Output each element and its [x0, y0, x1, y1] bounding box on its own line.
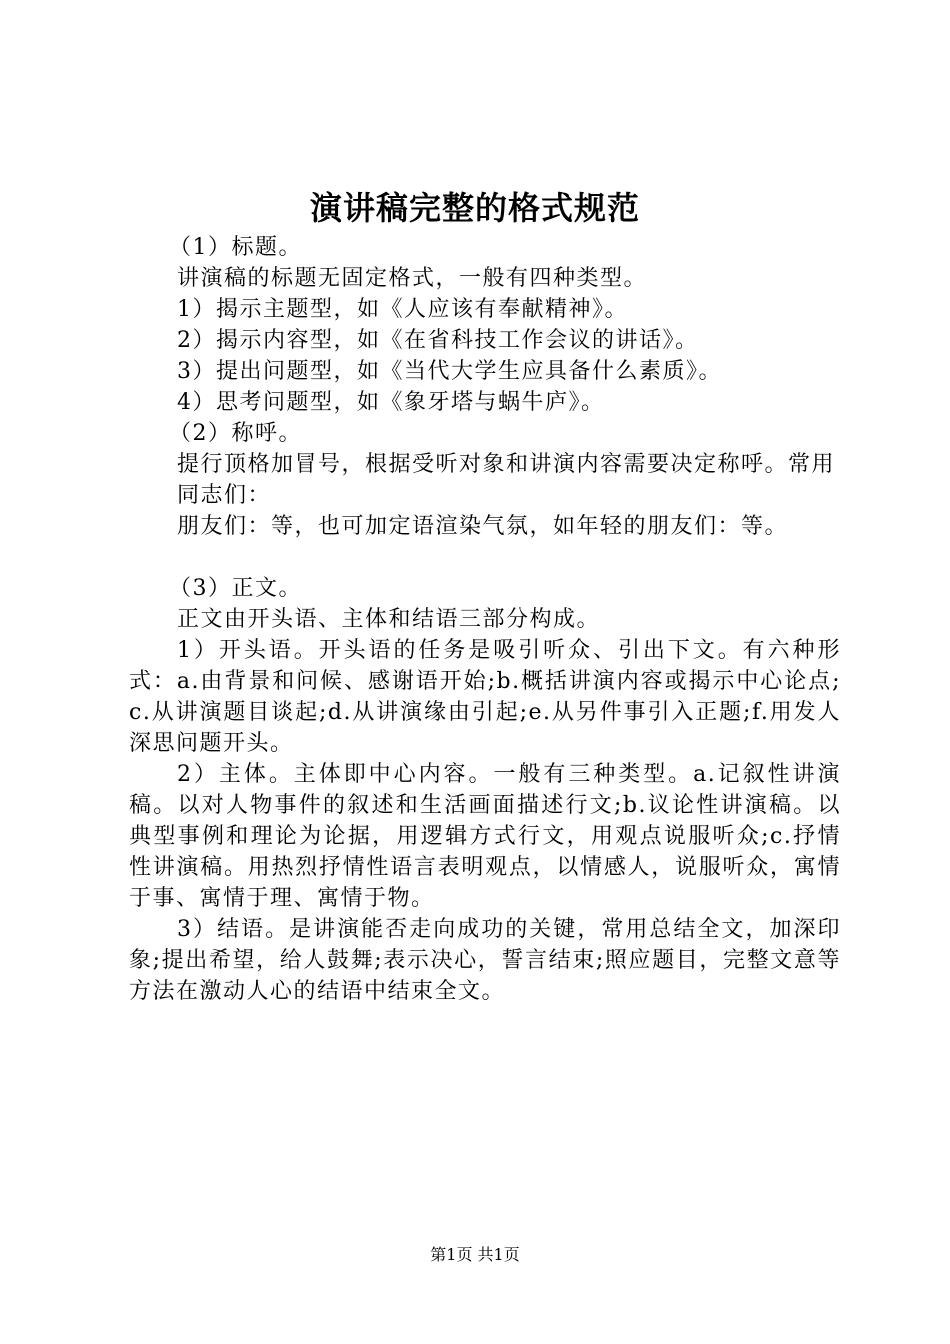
- paragraph-opening: 1）开头语。开头语的任务是吸引听众、引出下文。有六种形式：a.由背景和问候、感谢语开始;b.概括讲演内容或揭示中心论点;c.从讲演题目谈起;d.从讲演缘由引起;e.从另件事引入正题;f.用发人深思问题开头。: [129, 638, 841, 756]
- paragraph: 正文由开头语、主体和结语三部分构成。: [177, 607, 601, 632]
- paragraph-main-body: 2）主体。主体即中心内容。一般有三种类型。a.记叙性讲演稿。以对人物事件的叙述和生活画面描述行文;b.议论性讲演稿。以典型事例和理论为论据，用逻辑方式行文，用观点说服听众;c.抒情性讲演稿。用热烈抒情性语言表明观点，以情感人，说服听众，寓情于事、寓情于理、寓情于物。: [129, 762, 841, 911]
- section-heading-title: （1）标题。: [169, 235, 302, 260]
- blank-line: [129, 542, 841, 573]
- document-body: [129, 232, 841, 1007]
- document-title: 演讲稿完整的格式规范: [309, 189, 640, 227]
- list-item: 1）揭示主题型，如《人应该有奉献精神》。: [177, 297, 628, 322]
- paragraph: 同志们：: [177, 483, 272, 508]
- list-item: 3）提出问题型，如《当代大学生应具备什么素质》。: [177, 359, 722, 384]
- list-item: 4）思考问题型，如《象牙塔与蜗牛庐》。: [177, 390, 605, 415]
- section-heading-salutation: （2）称呼。: [169, 421, 302, 446]
- paragraph: 朋友们：等，也可加定语渲染气氛，如年轻的朋友们：等。: [177, 514, 789, 539]
- page-number-footer: 第1页 共1页: [430, 1245, 520, 1264]
- paragraph: 提行顶格加冒号，根据受听对象和讲演内容需要决定称呼。常用: [177, 452, 836, 477]
- paragraph: 讲演稿的标题无固定格式，一般有四种类型。: [177, 266, 648, 291]
- list-item: 2）揭示内容型，如《在省科技工作会议的讲话》。: [177, 328, 699, 353]
- paragraph-conclusion: 3）结语。是讲演能否走向成功的关键，常用总结全文，加深印象;提出希望，给人鼓舞;表示决心，誓言结束;照应题目，完整文意等方法在激动人心的结语中结束全文。: [129, 917, 841, 1004]
- section-heading-body: （3）正文。: [169, 576, 302, 601]
